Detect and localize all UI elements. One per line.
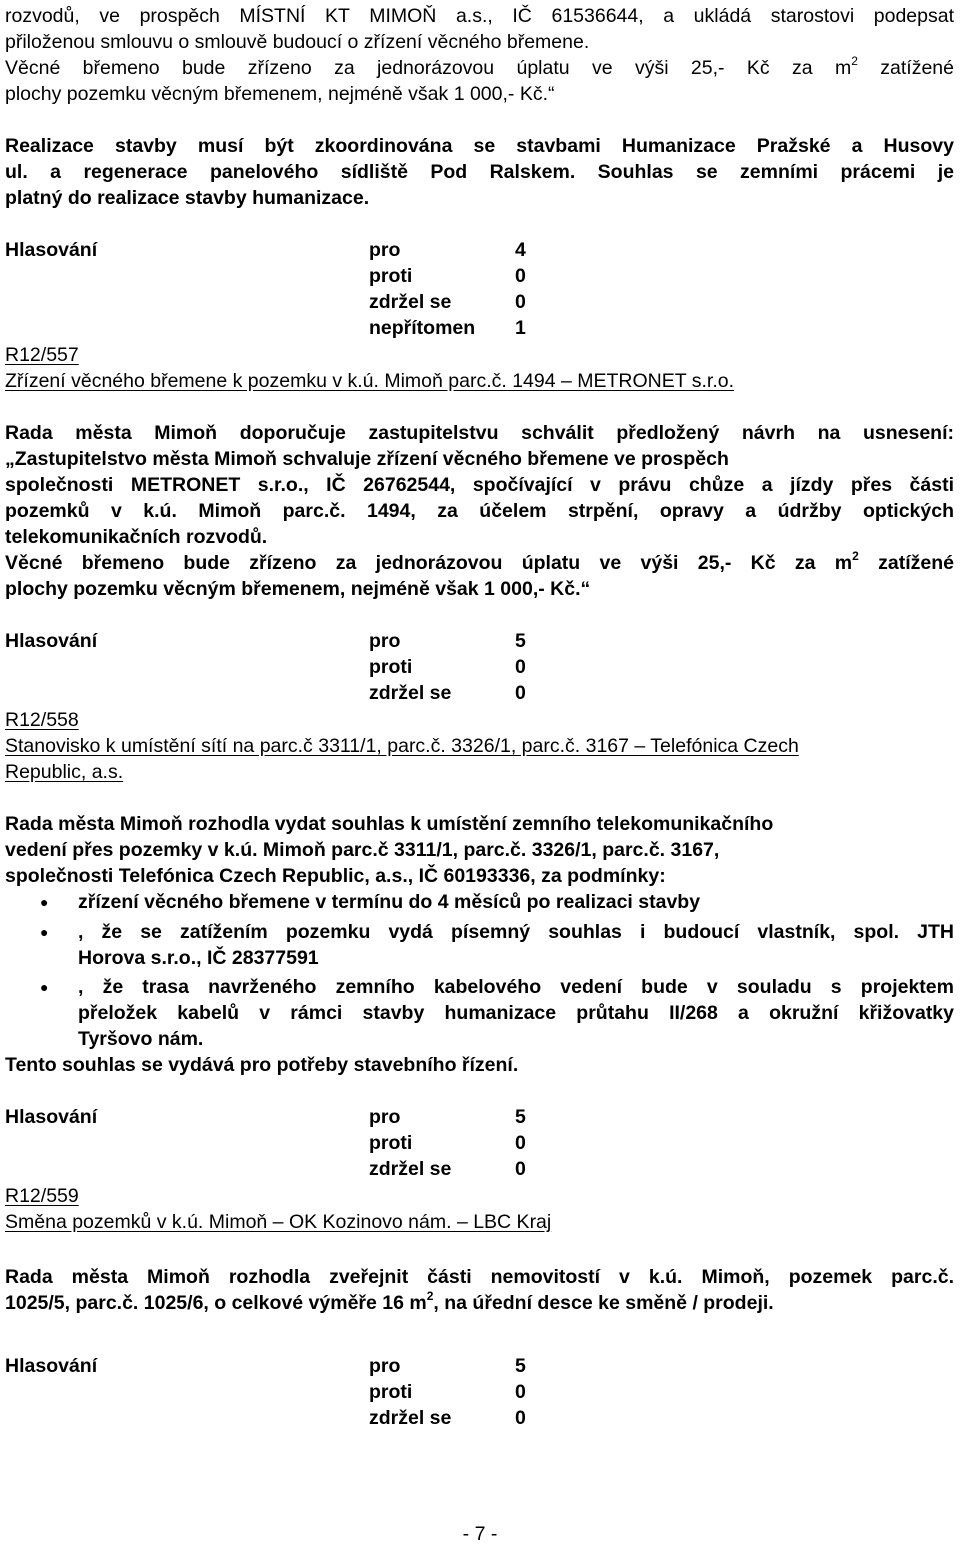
bullet-icon: ● bbox=[40, 979, 49, 995]
r557-line-2: „Zastupitelstvo města Mimoň schvaluje zřízení věcného břemene ve prospěch bbox=[5, 448, 729, 470]
vote-count: 0 bbox=[515, 1132, 526, 1154]
bullet-icon: ● bbox=[40, 924, 49, 940]
condition-item-2-line-2: Horova s.r.o., IČ 28377591 bbox=[78, 947, 319, 969]
vote-option: zdržel se bbox=[369, 291, 452, 313]
vote-option: pro bbox=[369, 630, 401, 652]
r558-line-3: společnosti Telefónica Czech Republic, a.s., IČ 60193336, za podmínky: bbox=[5, 865, 666, 887]
coordination-line-2: ul. a regenerace panelového sídliště Pod Ralskem. Souhlas se zemními prácemi je bbox=[5, 161, 954, 183]
condition-item-3-line-1: , že trasa navrženého zemního kabelového vedení bude v souladu s projektem bbox=[78, 976, 954, 998]
vote-option: proti bbox=[369, 265, 413, 287]
r557-line-6: Věcné břemeno bude zřízeno za jednorázovou úplatu ve výši 25,- Kč za $m^2$ zatížené bbox=[5, 548, 954, 574]
intro-line-4: plochy pozemku věcným břemenem, nejméně však 1 000,- Kč.“ bbox=[5, 83, 555, 105]
condition-item-1: zřízení věcného břemene v termínu do 4 měsíců po realizaci stavby bbox=[78, 891, 701, 913]
r559-line-2: 1025/5, parc.č. 1025/6, o celkové výměře 16 $m^2$, na úřední desce ke směně / prodeji. bbox=[5, 1288, 774, 1314]
intro-line-3: Věcné břemeno bude zřízeno za jednorázovou úplatu ve výši 25,- Kč za $m^2$ zatížené bbox=[5, 53, 954, 79]
vote-label: Hlasování bbox=[5, 239, 98, 261]
resolution-id-559: R12/559 bbox=[5, 1185, 79, 1207]
vote-count: 0 bbox=[515, 265, 526, 287]
vote-count: 0 bbox=[515, 682, 526, 704]
vote-option: proti bbox=[369, 656, 413, 678]
r557-line-4: pozemků v k.ú. Mimoň parc.č. 1494, za účelem strpění, opravy a údržby optických bbox=[5, 500, 954, 522]
resolution-id-558: R12/558 bbox=[5, 709, 79, 731]
vote-count: 0 bbox=[515, 1381, 526, 1403]
condition-item-3-line-3: Tyršovo nám. bbox=[78, 1028, 204, 1050]
resolution-title-558-line-1: Stanovisko k umístění sítí na parc.č 3311/1, parc.č. 3326/1, parc.č. 3167 – Telefónica Czech bbox=[5, 735, 799, 757]
vote-option: nepřítomen bbox=[369, 317, 476, 339]
resolution-title-558-line-2: Republic, a.s. bbox=[5, 761, 124, 783]
resolution-id-557: R12/557 bbox=[5, 344, 79, 366]
vote-label: Hlasování bbox=[5, 1355, 98, 1377]
r557-line-7: plochy pozemku věcným břemenem, nejméně však 1 000,- Kč.“ bbox=[5, 578, 591, 600]
vote-count: 0 bbox=[515, 1407, 526, 1429]
r557-line-5: telekomunikačních rozvodů. bbox=[5, 526, 268, 548]
r558-line-1: Rada města Mimoň rozhodla vydat souhlas k umístění zemního telekomunikačního bbox=[5, 813, 774, 835]
vote-count: 0 bbox=[515, 656, 526, 678]
resolution-title-559: Směna pozemků v k.ú. Mimoň – OK Kozinovo nám. – LBC Kraj bbox=[5, 1211, 552, 1233]
vote-option: zdržel se bbox=[369, 1407, 452, 1429]
r558-line-2: vedení přes pozemky v k.ú. Mimoň parc.č 3311/1, parc.č. 3326/1, parc.č. 3167, bbox=[5, 839, 720, 861]
condition-item-3-line-2: přeložek kabelů v rámci stavby humanizace průtahu II/268 a okružní křižovatky bbox=[78, 1002, 954, 1024]
vote-label: Hlasování bbox=[5, 630, 98, 652]
vote-option: pro bbox=[369, 1106, 401, 1128]
r557-line-1: Rada města Mimoň doporučuje zastupitelstvu schválit předložený návrh na usnesení: bbox=[5, 422, 954, 444]
coordination-line-3: platný do realizace stavby humanizace. bbox=[5, 187, 370, 209]
vote-count: 5 bbox=[515, 630, 526, 652]
vote-count: 5 bbox=[515, 1355, 526, 1377]
vote-option: pro bbox=[369, 1355, 401, 1377]
condition-item-2-line-1: , že se zatížením pozemku vydá písemný souhlas i budoucí vlastník, spol. JTH bbox=[78, 921, 954, 943]
r559-line-1: Rada města Mimoň rozhodla zveřejnit části nemovitostí v k.ú. Mimoň, pozemek parc.č. bbox=[5, 1266, 954, 1288]
vote-option: proti bbox=[369, 1381, 413, 1403]
vote-count: 1 bbox=[515, 317, 526, 339]
intro-line-1: rozvodů, ve prospěch MÍSTNÍ KT MIMOŇ a.s., IČ 61536644, a ukládá starostovi podepsat bbox=[5, 5, 954, 27]
vote-option: proti bbox=[369, 1132, 413, 1154]
page-number: - 7 - bbox=[462, 1523, 498, 1545]
bullet-icon: ● bbox=[40, 894, 49, 910]
resolution-title-557: Zřízení věcného břemene k pozemku v k.ú. Mimoň parc.č. 1494 – METRONET s.r.o. bbox=[5, 370, 735, 392]
r557-line-3: společnosti METRONET s.r.o., IČ 26762544, spočívající v právu chůze a jízdy přes části bbox=[5, 474, 954, 496]
r558-closing-line: Tento souhlas se vydává pro potřeby stavebního řízení. bbox=[5, 1054, 519, 1076]
vote-count: 0 bbox=[515, 1158, 526, 1180]
vote-option: zdržel se bbox=[369, 682, 452, 704]
vote-option: zdržel se bbox=[369, 1158, 452, 1180]
vote-count: 0 bbox=[515, 291, 526, 313]
vote-count: 5 bbox=[515, 1106, 526, 1128]
vote-option: pro bbox=[369, 239, 401, 261]
vote-label: Hlasování bbox=[5, 1106, 98, 1128]
intro-line-2: přiloženou smlouvu o smlouvě budoucí o zřízení věcného břemene. bbox=[5, 31, 590, 53]
coordination-line-1: Realizace stavby musí být zkoordinována se stavbami Humanizace Pražské a Husovy bbox=[5, 135, 954, 157]
vote-count: 4 bbox=[515, 239, 526, 261]
